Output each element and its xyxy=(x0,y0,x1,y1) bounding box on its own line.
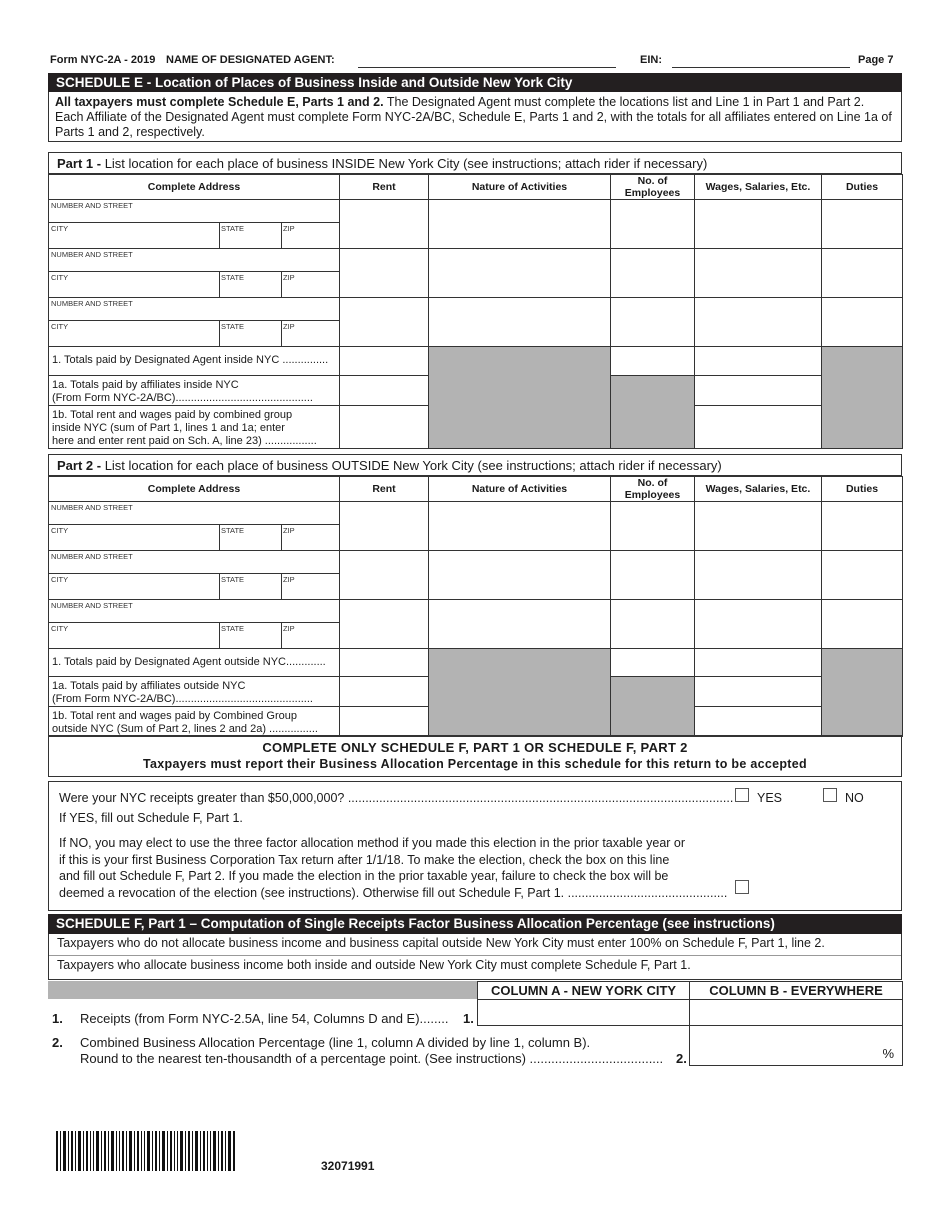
col-header-address: Complete Address xyxy=(49,477,340,502)
col-header-nature: Nature of Activities xyxy=(429,175,611,200)
col-header-duties: Duties xyxy=(822,477,903,502)
ein-input[interactable] xyxy=(672,67,850,68)
part2-title-text: List location for each place of business OUTSIDE New York City (see instructions; attach rider if necessary) xyxy=(101,458,722,473)
street-label: NUMBER AND STREET xyxy=(51,250,133,259)
line2-percentage-input[interactable] xyxy=(689,1025,903,1066)
shaded-cell xyxy=(429,649,611,737)
part2-line1b-rent[interactable] xyxy=(340,707,429,737)
if-no-text xyxy=(59,835,727,901)
yes-checkbox[interactable] xyxy=(735,788,749,802)
intro-text: The Designated Agent must complete the locations list and Line 1 in Part 1 and Part 2. Each Affiliate of the Designated Agent must complete Form NYC-2A/BC, Schedule E, Parts 1 and 2, with the totals for all affiliates entered on Line 1a of Parts 1 and 2, respectively. xyxy=(55,95,892,139)
nature-cell[interactable] xyxy=(429,502,611,551)
part1-line1b-label-c: here and enter rent paid on Sch. A, line 23) ................. xyxy=(52,435,317,447)
nature-cell[interactable] xyxy=(429,298,611,347)
address-cell[interactable] xyxy=(49,502,340,551)
line2-text-a: Combined Business Allocation Percentage (line 1, column A divided by line 1, column B). xyxy=(80,1035,591,1050)
part2-title-bold: Part 2 - xyxy=(57,458,102,473)
if-no-line2: if this is your first Business Corporation Tax return after 1/1/18. To make the election, check the box on this line xyxy=(59,852,670,867)
rent-cell[interactable] xyxy=(340,298,429,347)
rent-cell[interactable] xyxy=(340,200,429,249)
street-label: NUMBER AND STREET xyxy=(51,201,133,210)
zip-label: ZIP xyxy=(283,624,295,633)
address-cell[interactable] xyxy=(49,551,340,600)
employees-cell[interactable] xyxy=(611,249,695,298)
zip-label: ZIP xyxy=(283,322,295,331)
zip-label: ZIP xyxy=(283,526,295,535)
line2-text xyxy=(80,1035,663,1067)
part1-line1-employees[interactable] xyxy=(611,347,695,376)
rent-cell[interactable] xyxy=(340,600,429,649)
state-label: STATE xyxy=(221,273,245,282)
part1-title xyxy=(48,152,902,174)
zip-label: ZIP xyxy=(283,224,295,233)
agent-name-label: NAME OF DESIGNATED AGENT: xyxy=(166,54,335,66)
totals-row-1 xyxy=(49,649,903,677)
part2-line1a-label-a: 1a. Totals paid by affiliates outside NYC xyxy=(52,680,246,692)
part1-line1-rent[interactable] xyxy=(340,347,429,376)
totals-row-1 xyxy=(49,347,903,376)
form-id: Form NYC-2A - 2019 xyxy=(50,54,156,66)
if-no-line1: If NO, you may elect to use the three factor allocation method if you made this election in the prior taxable year or xyxy=(59,836,686,850)
employees-cell[interactable] xyxy=(611,298,695,347)
employees-cell[interactable] xyxy=(611,502,695,551)
duties-cell[interactable] xyxy=(822,551,903,600)
duties-cell[interactable] xyxy=(822,249,903,298)
nature-cell[interactable] xyxy=(429,551,611,600)
nature-cell[interactable] xyxy=(429,200,611,249)
part1-title-text: List location for each place of business INSIDE New York City (see instructions; attach rider if necessary) xyxy=(101,156,708,171)
line1-text: Receipts (from Form NYC-2.5A, line 54, Columns D and E)........ xyxy=(80,1011,449,1026)
nature-cell[interactable] xyxy=(429,249,611,298)
state-label: STATE xyxy=(221,624,245,633)
part1-line1-wages[interactable] xyxy=(695,347,822,376)
rent-cell[interactable] xyxy=(340,502,429,551)
if-no-line3: and fill out Schedule F, Part 2. If you made the election in the prior taxable year, failure to check the box will be xyxy=(59,869,669,883)
schedule-f-part1-title: SCHEDULE F, Part 1 – Computation of Single Receipts Factor Business Allocation Percentage (see instructions) xyxy=(48,914,902,934)
form-header xyxy=(48,54,902,70)
part2-line1-rent[interactable] xyxy=(340,649,429,677)
if-yes-text: If YES, fill out Schedule F, Part 1. xyxy=(59,811,243,825)
shaded-cell xyxy=(611,677,695,737)
employees-cell[interactable] xyxy=(611,200,695,249)
col-header-duties: Duties xyxy=(822,175,903,200)
part1-table xyxy=(48,174,903,449)
part2-line1b-label-a: 1b. Total rent and wages paid by Combined Group xyxy=(52,710,298,722)
schedule-f-note2: Taxpayers who allocate business income both inside and outside New York City must complete Schedule F, Part 1. xyxy=(57,958,691,972)
no-checkbox[interactable] xyxy=(823,788,837,802)
shaded-cell xyxy=(822,347,903,449)
schedule-e-title: SCHEDULE E - Location of Places of Business Inside and Outside New York City xyxy=(48,73,902,92)
wages-cell[interactable] xyxy=(695,551,822,600)
line2-number: 2. xyxy=(52,1035,63,1050)
shaded-cell xyxy=(822,649,903,737)
wages-cell[interactable] xyxy=(695,502,822,551)
receipts-question-box xyxy=(48,781,902,911)
receipts-question: Were your NYC receipts greater than $50,000,000? ............................................................................................................... xyxy=(59,791,734,805)
street-label: NUMBER AND STREET xyxy=(51,299,133,308)
column-header-shade xyxy=(48,981,478,999)
line2-text-b: Round to the nearest ten-thousandth of a percentage point. (See instructions) ..................................... xyxy=(80,1051,664,1066)
wages-cell[interactable] xyxy=(695,600,822,649)
part1-line1b-label-a: 1b. Total rent and wages paid by combined group xyxy=(52,409,293,421)
zip-label: ZIP xyxy=(283,575,295,584)
part2-line1b-wages[interactable] xyxy=(695,707,822,737)
col-header-employees: No. of Employees xyxy=(611,175,695,200)
part2-title xyxy=(48,454,902,476)
rent-cell[interactable] xyxy=(340,249,429,298)
state-label: STATE xyxy=(221,526,245,535)
wages-cell[interactable] xyxy=(695,200,822,249)
city-label: CITY xyxy=(51,624,69,633)
address-cell[interactable] xyxy=(49,600,340,649)
city-label: CITY xyxy=(51,273,69,282)
line1-number: 1. xyxy=(52,1011,63,1026)
page-number: Page 7 xyxy=(858,54,894,66)
part1-line1b-label-b: inside NYC (sum of Part 1, lines 1 and 1a; enter xyxy=(52,422,285,434)
barcode-icon xyxy=(56,1131,236,1171)
employees-cell[interactable] xyxy=(611,551,695,600)
election-checkbox[interactable] xyxy=(735,880,749,894)
address-cell[interactable] xyxy=(49,298,340,347)
percent-sign: % xyxy=(882,1046,894,1061)
table-row xyxy=(49,600,903,649)
state-label: STATE xyxy=(221,575,245,584)
part1-line1b-wages[interactable] xyxy=(695,406,822,449)
intro-bold-text: All taxpayers must complete Schedule E, Parts 1 and 2. xyxy=(55,95,384,109)
table-row xyxy=(49,298,903,347)
ein-label: EIN: xyxy=(640,54,662,66)
part2-line1a-wages[interactable] xyxy=(695,677,822,707)
shaded-cell xyxy=(611,376,695,449)
state-label: STATE xyxy=(221,322,245,331)
part1-line1a-rent[interactable] xyxy=(340,376,429,406)
zip-label: ZIP xyxy=(283,273,295,282)
form-code: 32071991 xyxy=(321,1159,375,1173)
part1-line1b-rent[interactable] xyxy=(340,406,429,449)
wages-cell[interactable] xyxy=(695,298,822,347)
state-label: STATE xyxy=(221,224,245,233)
duties-cell[interactable] xyxy=(822,502,903,551)
column-b-header: COLUMN B - EVERYWHERE xyxy=(689,981,903,1000)
col-header-rent: Rent xyxy=(340,477,429,502)
city-label: CITY xyxy=(51,526,69,535)
col-header-address: Complete Address xyxy=(49,175,340,200)
notice-line1: COMPLETE ONLY SCHEDULE F, PART 1 OR SCHEDULE F, PART 2 xyxy=(262,740,688,755)
duties-cell[interactable] xyxy=(822,200,903,249)
line1-ref: 1. xyxy=(463,1011,474,1026)
col-header-employees: No. of Employees xyxy=(611,477,695,502)
col-header-wages: Wages, Salaries, Etc. xyxy=(695,477,822,502)
part2-table xyxy=(48,476,903,737)
part2-line1a-label-b: (From Form NYC-2A/BC)............................................. xyxy=(52,693,313,705)
part1-line1a-label-a: 1a. Totals paid by affiliates inside NYC xyxy=(52,379,239,391)
part1-line1-label: 1. Totals paid by Designated Agent inside NYC ............... xyxy=(52,354,329,366)
wages-cell[interactable] xyxy=(695,249,822,298)
table-row xyxy=(49,551,903,600)
col-header-nature: Nature of Activities xyxy=(429,477,611,502)
column-a-header: COLUMN A - NEW YORK CITY xyxy=(477,981,690,1000)
line2-ref: 2. xyxy=(676,1051,687,1066)
part2-line1b-label-b: outside NYC (Sum of Part 2, lines 2 and 2a) ................ xyxy=(52,723,318,735)
nature-cell[interactable] xyxy=(429,600,611,649)
table-row xyxy=(49,249,903,298)
part1-title-bold: Part 1 - xyxy=(57,156,102,171)
address-cell[interactable] xyxy=(49,200,340,249)
yes-label: YES xyxy=(757,791,783,805)
no-label: NO xyxy=(845,791,864,805)
col-header-wages: Wages, Salaries, Etc. xyxy=(695,175,822,200)
city-label: CITY xyxy=(51,575,69,584)
schedule-f-notes xyxy=(48,934,902,980)
table-row xyxy=(49,502,903,551)
schedule-f-note1: Taxpayers who do not allocate business income and business capital outside New York City must enter 100% on Schedule F, Part 1, line 2. xyxy=(57,936,825,950)
address-cell[interactable] xyxy=(49,249,340,298)
rent-cell[interactable] xyxy=(340,551,429,600)
part2-line1-label: 1. Totals paid by Designated Agent outside NYC............. xyxy=(52,656,326,668)
part1-line1a-wages[interactable] xyxy=(695,376,822,406)
schedule-f-notice xyxy=(48,735,902,777)
part2-line1-wages[interactable] xyxy=(695,649,822,677)
agent-name-input[interactable] xyxy=(358,67,616,68)
city-label: CITY xyxy=(51,322,69,331)
table-row xyxy=(49,200,903,249)
part1-line1a-label-b: (From Form NYC-2A/BC)............................................. xyxy=(52,392,313,404)
city-label: CITY xyxy=(51,224,69,233)
street-label: NUMBER AND STREET xyxy=(51,552,133,561)
street-label: NUMBER AND STREET xyxy=(51,503,133,512)
duties-cell[interactable] xyxy=(822,298,903,347)
part2-line1a-rent[interactable] xyxy=(340,677,429,707)
street-label: NUMBER AND STREET xyxy=(51,601,133,610)
if-no-line4: deemed a revocation of the election (see instructions). Otherwise fill out Schedule F, Part 1. .............................................. xyxy=(59,885,728,900)
shaded-cell xyxy=(429,347,611,449)
part2-line1-employees[interactable] xyxy=(611,649,695,677)
schedule-e-intro xyxy=(48,92,902,142)
col-header-rent: Rent xyxy=(340,175,429,200)
notice-line2: Taxpayers must report their Business Allocation Percentage in this schedule for this return to be accepted xyxy=(143,757,807,771)
duties-cell[interactable] xyxy=(822,600,903,649)
employees-cell[interactable] xyxy=(611,600,695,649)
line1-column-b-input[interactable] xyxy=(689,999,903,1026)
line1-column-a-input[interactable] xyxy=(477,999,690,1026)
